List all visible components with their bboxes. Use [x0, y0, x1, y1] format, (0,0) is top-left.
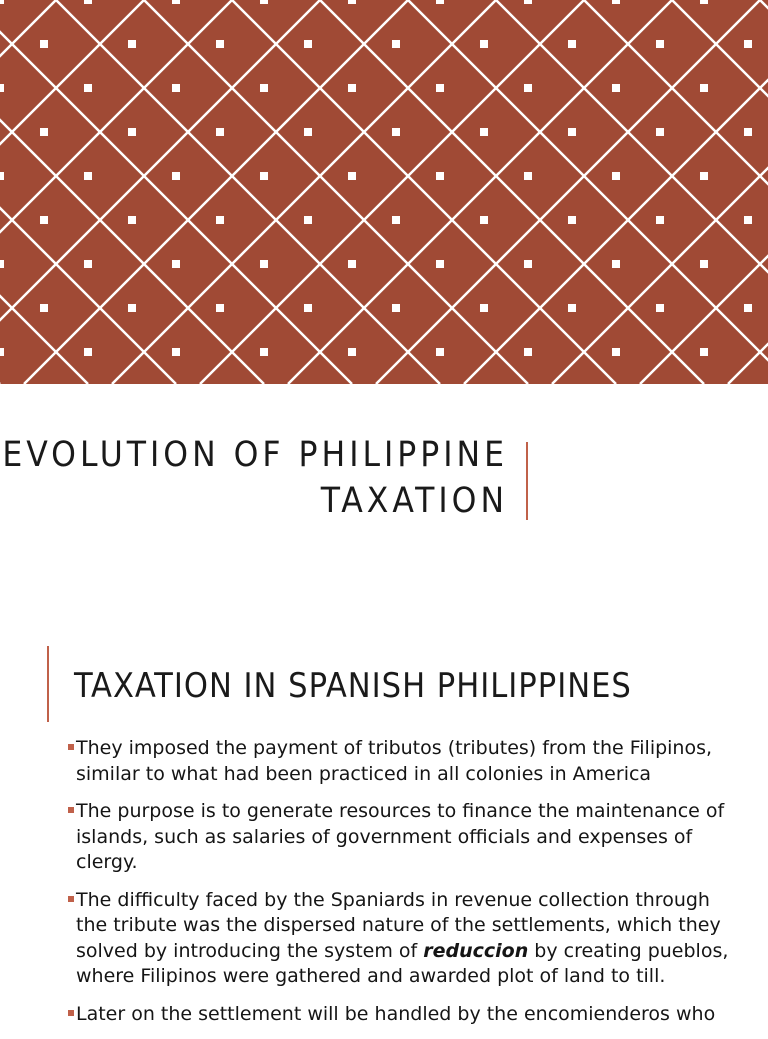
- pattern-square: [0, 84, 4, 92]
- pattern-square: [260, 348, 268, 356]
- pattern-line: [0, 0, 88, 384]
- pattern-square: [744, 216, 752, 224]
- pattern-square: [524, 0, 532, 4]
- pattern-square: [304, 128, 312, 136]
- bullet-text: The purpose is to generate resources to finance the maintenance of islands, such as salaries of government officials and expenses of clergy.: [76, 800, 725, 873]
- pattern-square: [304, 216, 312, 224]
- pattern-square: [656, 216, 664, 224]
- pattern-line: [0, 0, 56, 384]
- pattern-square: [612, 348, 620, 356]
- bullet-item: [76, 1002, 746, 1028]
- pattern-line: [144, 0, 528, 384]
- pattern-square: [348, 84, 356, 92]
- pattern-square: [172, 260, 180, 268]
- slide-title-line-2: TAXATION: [320, 481, 508, 521]
- pattern-square: [436, 84, 444, 92]
- bullet-marker-icon: [68, 1010, 74, 1016]
- pattern-square: [524, 84, 532, 92]
- pattern-line: [0, 0, 232, 384]
- pattern-square: [0, 260, 4, 268]
- pattern-square: [700, 348, 708, 356]
- pattern-square: [348, 0, 356, 4]
- pattern-line: [320, 0, 704, 384]
- pattern-square: [40, 40, 48, 48]
- pattern-square: [700, 0, 708, 4]
- bullet-list: [76, 736, 746, 1039]
- pattern-square: [0, 348, 4, 356]
- pattern-square: [744, 304, 752, 312]
- pattern-square: [172, 348, 180, 356]
- pattern-square: [700, 84, 708, 92]
- pattern-square: [348, 348, 356, 356]
- pattern-square: [260, 260, 268, 268]
- pattern-square: [656, 128, 664, 136]
- pattern-square: [0, 0, 4, 4]
- pattern-square: [568, 40, 576, 48]
- diamond-lattice-pattern: [0, 0, 768, 384]
- bullet-emphasis: reduccion: [423, 939, 529, 962]
- pattern-square: [216, 128, 224, 136]
- pattern-square: [436, 348, 444, 356]
- pattern-square: [392, 128, 400, 136]
- pattern-line: [376, 0, 760, 384]
- pattern-square: [348, 260, 356, 268]
- content-slide: [0, 616, 768, 1024]
- pattern-line: [232, 0, 616, 384]
- pattern-line: [496, 0, 768, 384]
- section-accent-rule: [47, 646, 49, 722]
- pattern-square: [304, 304, 312, 312]
- slide-title-line-1: EVOLUTION OF PHILIPPINE: [2, 435, 508, 475]
- pattern-square: [40, 216, 48, 224]
- bullet-text-pre: The difficulty faced by the Spaniards in revenue collection through the tribute was the dispersed nature of the settlements, which they solved by introducing the system of: [76, 888, 721, 962]
- pattern-square: [216, 216, 224, 224]
- pattern-square: [392, 304, 400, 312]
- pattern-line: [24, 0, 408, 384]
- pattern-square: [84, 0, 92, 4]
- pattern-square: [612, 0, 620, 4]
- bullet-item: [76, 799, 746, 876]
- pattern-square: [84, 172, 92, 180]
- pattern-line: [584, 0, 768, 384]
- pattern-square: [524, 260, 532, 268]
- pattern-square: [128, 40, 136, 48]
- pattern-line: [760, 0, 768, 384]
- pattern-square: [524, 172, 532, 180]
- pattern-square: [40, 128, 48, 136]
- title-accent-rule: [526, 442, 528, 520]
- pattern-square: [40, 304, 48, 312]
- pattern-square: [568, 128, 576, 136]
- pattern-square: [260, 0, 268, 4]
- bullet-text-post: by creating pueblos, where Filipinos were gathered and awarded plot of land to till.: [76, 939, 729, 987]
- pattern-square: [0, 172, 4, 180]
- pattern-square: [304, 40, 312, 48]
- pattern-square: [612, 260, 620, 268]
- title-slide: [0, 384, 768, 616]
- pattern-square: [392, 40, 400, 48]
- pattern-square: [744, 128, 752, 136]
- bullet-marker-icon: [68, 744, 74, 750]
- pattern-line: [288, 0, 672, 384]
- slide-title: [2, 432, 508, 524]
- pattern-line: [200, 0, 584, 384]
- pattern-square: [436, 0, 444, 4]
- pattern-square: [128, 304, 136, 312]
- bullet-marker-icon: [68, 896, 74, 902]
- bullet-text: They imposed the payment of tributos (tributes) from the Filipinos, similar to what had been practiced in all colonies in America: [76, 737, 713, 785]
- pattern-square: [612, 172, 620, 180]
- decorative-pattern-banner: [0, 0, 768, 384]
- bullet-item: [76, 888, 746, 990]
- pattern-line: [112, 0, 496, 384]
- pattern-line: [56, 0, 440, 384]
- pattern-square: [744, 40, 752, 48]
- pattern-square: [392, 216, 400, 224]
- pattern-square: [568, 304, 576, 312]
- pattern-square: [172, 172, 180, 180]
- section-title: TAXATION IN SPANISH PHILIPPINES: [74, 666, 632, 706]
- pattern-square: [656, 304, 664, 312]
- pattern-square: [216, 304, 224, 312]
- pattern-square: [524, 348, 532, 356]
- pattern-square: [172, 84, 180, 92]
- pattern-square: [436, 172, 444, 180]
- pattern-square: [84, 348, 92, 356]
- pattern-square: [480, 216, 488, 224]
- pattern-square: [260, 84, 268, 92]
- bullet-marker-icon: [68, 807, 74, 813]
- pattern-square: [568, 216, 576, 224]
- bullet-text: Later on the settlement will be handled by the encomienderos who: [76, 1002, 716, 1025]
- pattern-square: [700, 260, 708, 268]
- pattern-square: [700, 172, 708, 180]
- pattern-square: [612, 84, 620, 92]
- pattern-square: [480, 40, 488, 48]
- bullet-item: [76, 736, 746, 787]
- pattern-square: [172, 0, 180, 4]
- pattern-square: [216, 40, 224, 48]
- pattern-square: [348, 172, 356, 180]
- pattern-square: [84, 260, 92, 268]
- pattern-square: [84, 84, 92, 92]
- pattern-square: [260, 172, 268, 180]
- pattern-line: [408, 0, 768, 384]
- pattern-square: [128, 128, 136, 136]
- pattern-square: [480, 128, 488, 136]
- pattern-square: [436, 260, 444, 268]
- pattern-square: [480, 304, 488, 312]
- pattern-square: [656, 40, 664, 48]
- pattern-square: [128, 216, 136, 224]
